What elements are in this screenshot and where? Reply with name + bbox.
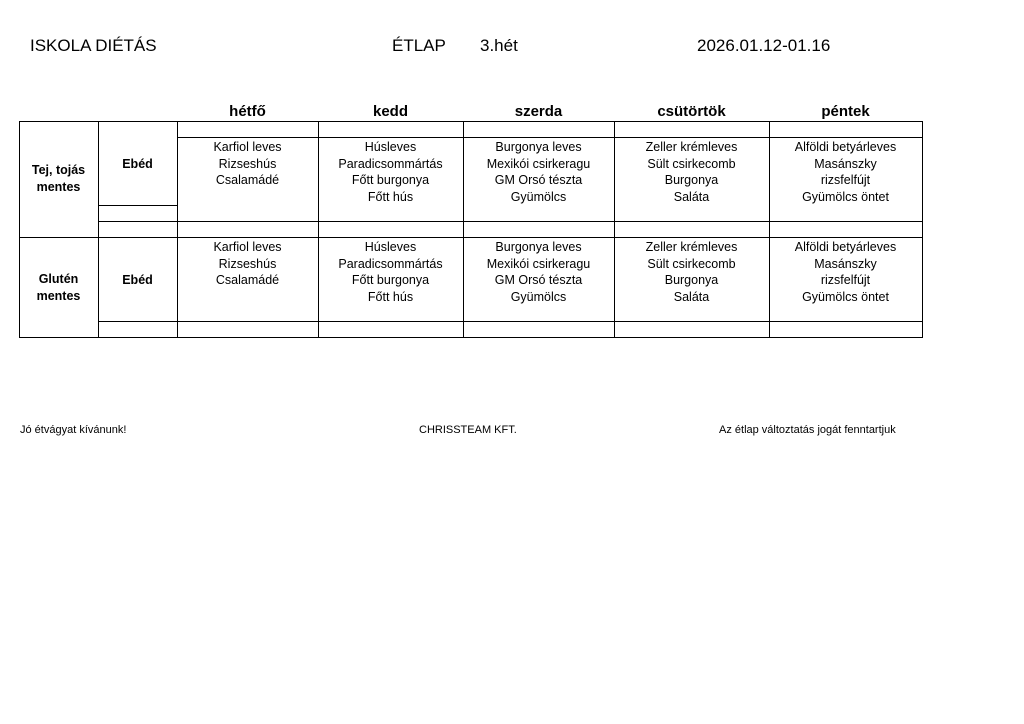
menu-item: Főtt hús (367, 190, 414, 205)
day-header-tuesday: kedd (372, 103, 408, 120)
menu-item: Húsleves (364, 240, 417, 254)
menu-item: GM Orsó tészta (494, 173, 583, 188)
day-header-monday: hétfő (229, 103, 266, 120)
menu-item: GM Orsó tészta (494, 273, 583, 288)
table-vline (922, 121, 923, 338)
meal-label: Ebéd (122, 273, 153, 287)
menu-item: Masánszky (814, 256, 877, 271)
menu-item: Karfiol leves (213, 140, 282, 154)
menu-title: ÉTLAP (392, 36, 446, 55)
menu-item: Paradicsommártás (338, 156, 443, 171)
menu-item: Gyümölcs öntet (802, 290, 889, 305)
menu-item: Alföldi betyárleves (794, 240, 897, 254)
table-vline (19, 121, 20, 338)
menu-item: Alföldi betyárleves (794, 140, 897, 154)
menu-item: Burgonya leves (495, 140, 582, 154)
menu-item: Főtt burgonya (351, 173, 430, 188)
week-label: 3.hét (480, 36, 518, 55)
day-header-friday: péntek (821, 103, 870, 120)
menu-item: Gyümölcs öntet (802, 190, 889, 205)
diet-label: Tej, tojás mentes (31, 163, 86, 194)
menu-item: Rizseshús (218, 156, 277, 171)
footer-disclaimer: Az étlap változtatás jogát fenntartjuk (719, 424, 896, 436)
menu-item: Gyümölcs (510, 190, 567, 205)
menu-item: Zeller krémleves (645, 240, 738, 254)
menu-item: Sült csirkecomb (647, 256, 736, 271)
day-header-wednesday: szerda (514, 103, 563, 120)
table-hline (177, 137, 923, 138)
day-header-thursday: csütörtök (657, 103, 726, 120)
table-hline (19, 337, 923, 338)
menu-item: Rizseshús (218, 256, 277, 271)
menu-item: Karfiol leves (213, 240, 282, 254)
menu-item: Masánszky (814, 156, 877, 171)
table-vline (98, 121, 99, 338)
table-hline (98, 205, 178, 206)
menu-item: Burgonya (664, 173, 719, 188)
menu-item: Zeller krémleves (645, 140, 738, 154)
footer-company: CHRISSTEAM KFT. (419, 424, 517, 436)
menu-item: Gyümölcs (510, 290, 567, 305)
menu-item: Saláta (673, 290, 710, 305)
menu-item: Burgonya leves (495, 240, 582, 254)
table-hline (19, 121, 923, 122)
menu-item: Sült csirkecomb (647, 156, 736, 171)
table-hline (98, 321, 923, 322)
table-hline (19, 237, 923, 238)
menu-item: Húsleves (364, 140, 417, 154)
menu-item: Mexikói csirkeragu (486, 256, 591, 271)
menu-item: Csalamádé (215, 173, 280, 188)
footer-greeting: Jó étvágyat kívánunk! (20, 424, 127, 436)
menu-item: Csalamádé (215, 273, 280, 288)
menu-item: Paradicsommártás (338, 256, 443, 271)
menu-item: Főtt burgonya (351, 273, 430, 288)
menu-item: Főtt hús (367, 290, 414, 305)
menu-item: rizsfelfújt (820, 173, 871, 188)
menu-item: rizsfelfújt (820, 273, 871, 288)
table-hline (98, 221, 923, 222)
menu-item: Burgonya (664, 273, 719, 288)
meal-label: Ebéd (122, 157, 153, 171)
date-range: 2026.01.12-01.16 (697, 36, 831, 55)
menu-item: Saláta (673, 190, 710, 205)
menu-item: Mexikói csirkeragu (486, 156, 591, 171)
diet-label: Glutén mentes (36, 272, 81, 303)
school-title: ISKOLA DIÉTÁS (30, 36, 157, 55)
